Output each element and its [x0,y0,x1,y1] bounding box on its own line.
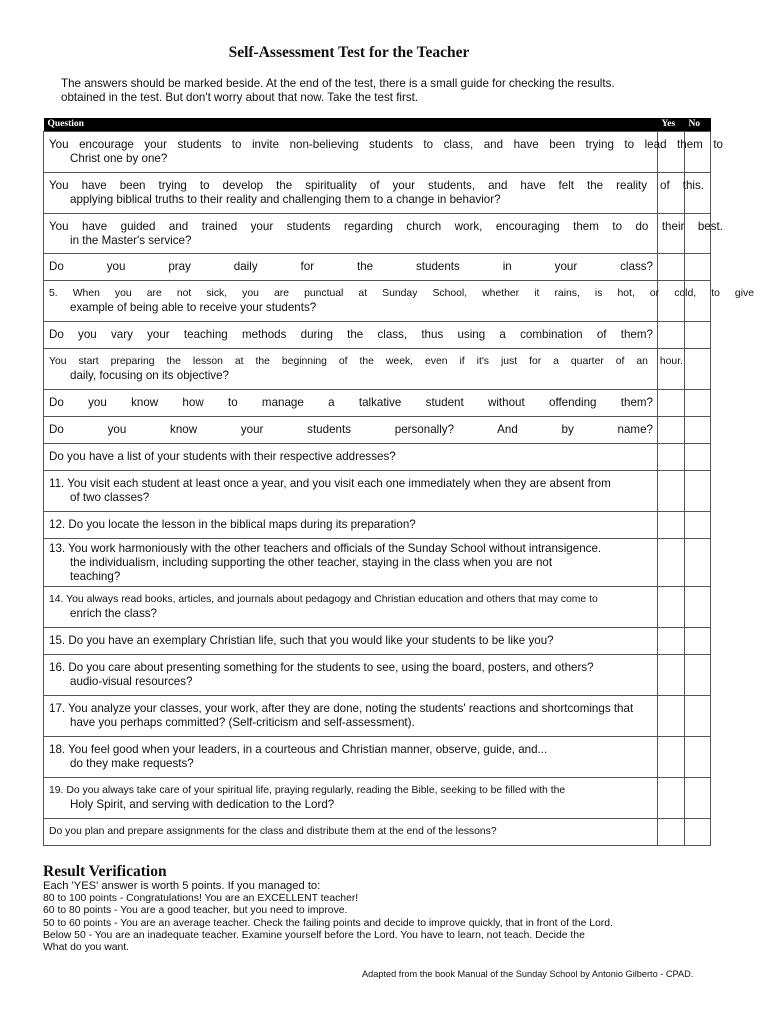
yes-answer-checkbox[interactable] [658,819,685,846]
question-column-header: Question [44,118,658,132]
question-text: Do you plan and prepare assignments for the class and distribute them at the end of the lessons? [49,826,497,837]
question-cell [44,417,658,444]
question-text-continued: do they make requests? [70,757,194,770]
question-cell [44,349,683,390]
question-text-continued: applying biblical truths to their reality and challenging them to a change in behavior? [70,193,501,206]
question-text-continued: example of being able to receive your students? [70,301,317,314]
question-text-continued: of two classes? [70,491,150,504]
question-text: 16. Do you care about presenting something for the students to see, using the board, posters, and others? [49,661,594,674]
source-credit: Adapted from the book Manual of the Sunday School by Antonio Gilberto - CPAD. [362,969,694,979]
question-cell [44,819,658,846]
no-answer-checkbox[interactable] [685,737,711,778]
question-text: 13. You work harmoniously with the other teachers and officials of the Sunday School without intransigence. [49,541,602,555]
no-answer-checkbox[interactable] [685,819,711,846]
no-answer-checkbox[interactable] [685,471,711,512]
table-row [44,132,711,173]
intro-text [61,77,721,105]
question-cell [44,628,658,655]
question-cell [44,512,658,539]
table-row [44,417,711,444]
question-text: Do you know how to manage a talkative student without offending them? [49,396,653,409]
question-text-continued: teaching? [70,569,121,583]
table-row [44,390,711,417]
yes-answer-checkbox[interactable] [658,628,685,655]
questions-body [44,132,754,846]
question-text: 11. You visit each student at least once a year, and you visit each one immediately when they are absent from [49,477,611,490]
no-answer-checkbox[interactable] [685,349,711,390]
table-row [44,281,711,322]
question-cell [44,655,658,696]
question-cell [44,390,658,417]
question-cell [44,281,754,322]
table-row [44,214,711,254]
no-answer-checkbox[interactable] [685,322,711,349]
no-answer-checkbox[interactable] [685,512,711,539]
question-cell [44,737,658,778]
results-line: 60 to 80 points - You are a good teacher, but you need to improve. [43,905,348,917]
no-answer-checkbox[interactable] [685,390,711,417]
question-cell [44,471,658,512]
yes-answer-checkbox[interactable] [658,417,685,444]
yes-answer-checkbox[interactable] [658,512,685,539]
question-cell [44,173,704,214]
question-text: Do you know your students personally? And by name? [49,423,653,436]
no-answer-checkbox[interactable] [685,696,711,737]
results-heading: Result Verification [43,863,167,880]
results-line: What do you want. [43,942,130,954]
question-text: 19. Do you always take care of your spiritual life, praying regularly, reading the Bible, seeking to be filled with the [49,785,566,796]
question-text-continued: enrich the class? [70,607,157,620]
table-row [44,471,711,512]
results-line: 50 to 60 points - You are an average teacher. Check the failing points and decide to improve quickly, that in front of the Lord. [43,917,613,929]
table-row [44,173,711,214]
question-cell [44,214,723,254]
question-text: 15. Do you have an exemplary Christian life, such that you would like your students to be like you? [49,634,554,647]
yes-answer-checkbox[interactable] [658,587,685,628]
question-text: You have been trying to develop the spirituality of your students, and have felt the reality of this. [49,179,704,192]
yes-answer-checkbox[interactable] [658,390,685,417]
no-answer-checkbox[interactable] [685,587,711,628]
yes-answer-checkbox[interactable] [658,737,685,778]
question-text: 5. When you are not sick, you are punctual at Sunday School, whether it rains, is hot, or cold, to give [49,288,754,299]
result-verification [43,863,743,954]
question-text: 18. You feel good when your leaders, in a courteous and Christian manner, observe, guide, and... [49,743,548,756]
question-text: Do you vary your teaching methods during the class, thus using a combination of them? [49,328,653,341]
table-row [44,322,711,349]
no-answer-checkbox[interactable] [685,655,711,696]
question-cell [44,444,658,471]
question-text-continued: the individualism, including supporting the other teacher, staying in the class when you are not [70,555,553,569]
question-cell [44,539,658,587]
question-text: Do you pray daily for the students in your class? [49,260,653,273]
question-text-continued: audio-visual resources? [70,675,193,688]
yes-answer-checkbox[interactable] [658,539,685,587]
question-text-continued: daily, focusing on its objective? [70,369,229,382]
question-text-continued: Christ one by one? [70,152,168,165]
intro-line: The answers should be marked beside. At the end of the test, there is a small guide for checking the results. [61,77,615,90]
question-text: 14. You always read books, articles, and journals about pedagogy and Christian education and others that may come to [49,594,598,605]
question-cell [44,696,658,737]
intro-line: obtained in the test. But don't worry about that now. Take the test first. [61,91,419,104]
table-row [44,819,711,846]
table-row [44,587,711,628]
question-text: 17. You analyze your classes, your work, after they are done, noting the students' reactions and shortcomings that [49,702,634,715]
no-column-header: No [685,118,711,132]
no-answer-checkbox[interactable] [685,628,711,655]
no-answer-checkbox[interactable] [685,539,711,587]
results-line: Below 50 - You are an inadequate teacher. Examine yourself before the Lord. You have to learn, not teach. Decide the [43,929,585,941]
table-header-row [44,118,711,132]
question-text-continued: have you perhaps committed? (Self-criticism and self-assessment). [70,716,415,729]
yes-answer-checkbox[interactable] [658,471,685,512]
table-row [44,254,711,281]
questions-table [43,118,754,846]
yes-answer-checkbox[interactable] [658,444,685,471]
table-row [44,444,711,471]
no-answer-checkbox[interactable] [685,444,711,471]
no-answer-checkbox[interactable] [685,778,711,819]
yes-answer-checkbox[interactable] [658,254,685,281]
question-text-continued: in the Master's service? [70,233,192,247]
yes-answer-checkbox[interactable] [658,322,685,349]
table-row [44,737,711,778]
table-row [44,512,711,539]
yes-answer-checkbox[interactable] [658,778,685,819]
table-row [44,628,711,655]
table-row [44,349,711,390]
question-text: Do you have a list of your students with their respective addresses? [49,450,396,463]
question-cell [44,322,658,349]
table-row [44,539,711,587]
table-row [44,696,711,737]
question-cell [44,778,658,819]
question-text: You have guided and trained your students regarding church work, encouraging them to do their best. [49,219,723,233]
no-answer-checkbox[interactable] [685,417,711,444]
question-text: You encourage your students to invite non-believing students to class, and have been trying to lead them to [49,138,723,151]
question-cell [44,132,723,173]
yes-column-header: Yes [658,118,685,132]
page-title: Self-Assessment Test for the Teacher [228,44,470,61]
results-line: Each 'YES' answer is worth 5 points. If you managed to: [43,880,321,892]
question-text: You start preparing the lesson at the beginning of the week, even if it's just for a quarter of an hour. [49,356,683,367]
question-text: 12. Do you locate the lesson in the biblical maps during its preparation? [49,518,416,531]
no-answer-checkbox[interactable] [685,254,711,281]
question-cell [44,254,658,281]
question-text-continued: Holy Spirit, and serving with dedication to the Lord? [70,798,335,811]
table-row [44,655,711,696]
question-cell [44,587,658,628]
yes-answer-checkbox[interactable] [658,655,685,696]
table-row [44,778,711,819]
yes-answer-checkbox[interactable] [658,696,685,737]
results-line: 80 to 100 points - Congratulations! You are an EXCELLENT teacher! [43,893,359,904]
